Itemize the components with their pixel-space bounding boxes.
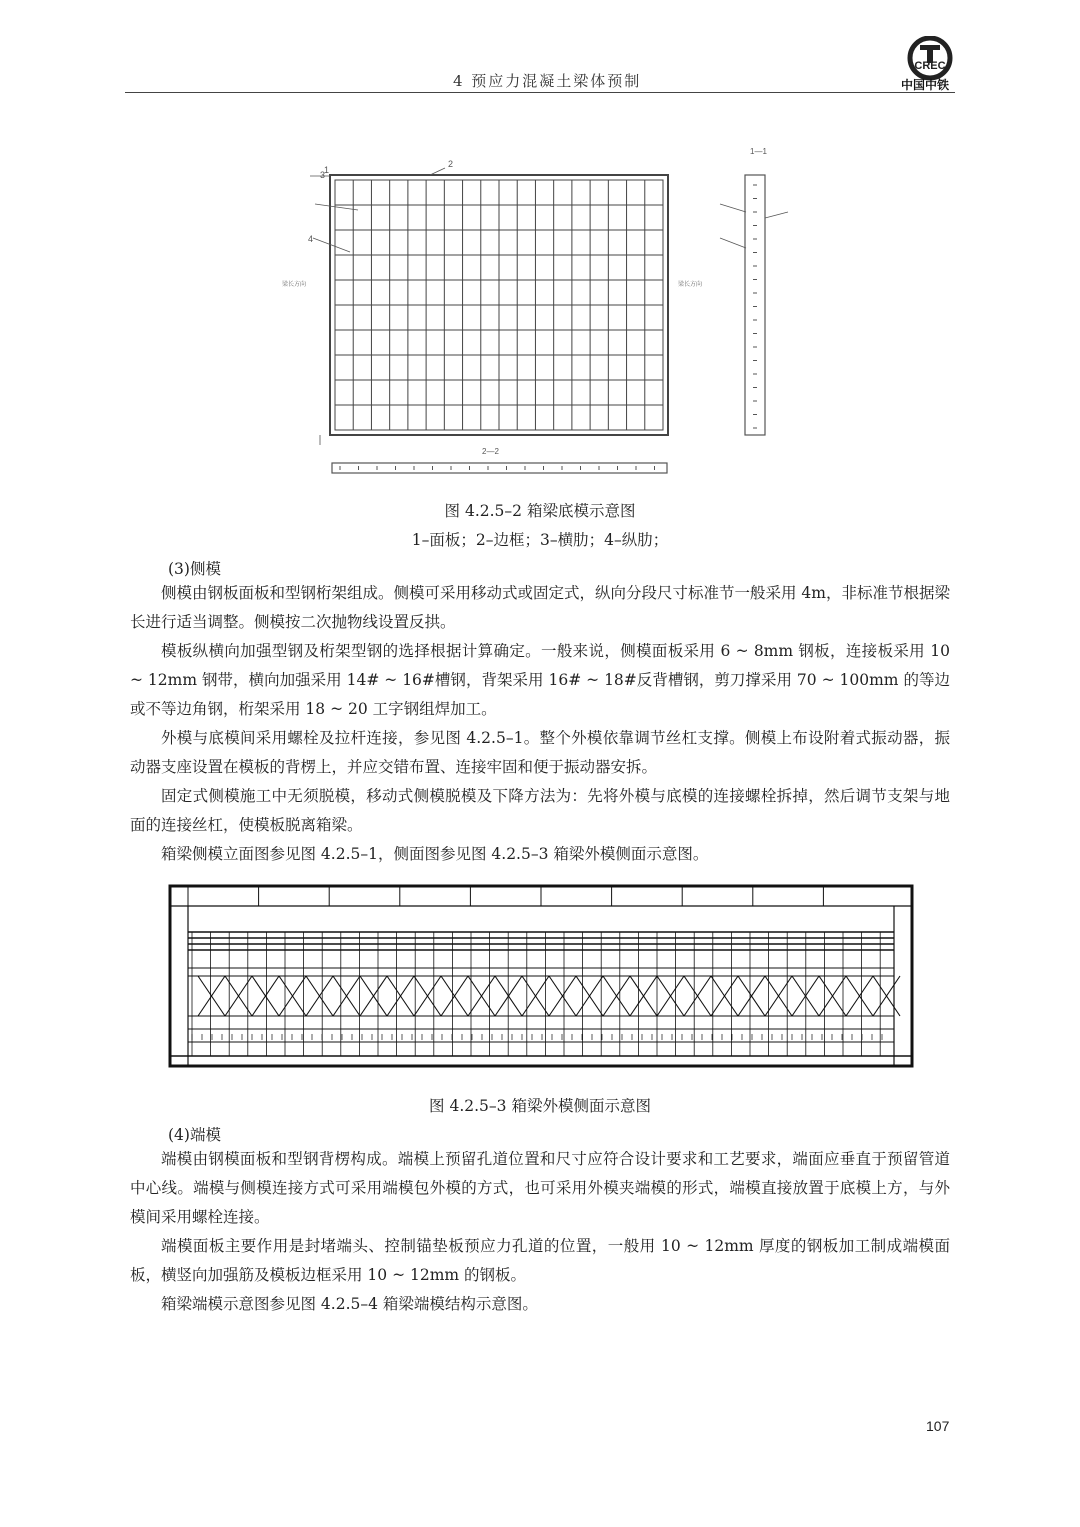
figure1-legend: 1–面板；2–边框；3–横肋；4–纵肋； [411, 531, 669, 549]
page-number: 107 [926, 1418, 950, 1434]
leader-line-s1 [720, 204, 746, 212]
side-label-left: 梁长方向 [282, 282, 307, 288]
paragraph-end-form-3: 箱梁端模示意图参见图 4.2.5–4 箱梁端模结构示意图。 [161, 1295, 538, 1313]
leader-line-s3 [765, 212, 788, 218]
outer-side-form-drawing [168, 884, 914, 1068]
section-heading-end-form: (4)端模 [168, 1126, 221, 1144]
callout-label-4: 4 [308, 234, 314, 244]
section-2-2-strip [332, 463, 667, 473]
callout-label-1: 1 [324, 165, 330, 175]
paragraph-side-form-5: 箱梁侧模立面图参见图 4.2.5–1，侧面图参见图 4.2.5–3 箱梁外模侧面示意图。 [161, 845, 709, 863]
chapter-header-title: 4 预应力混凝土梁体预制 [453, 72, 642, 90]
section-heading-side-form: (3)侧模 [168, 560, 221, 578]
bottom-form-drawing [280, 140, 800, 485]
leader-line-s4 [720, 238, 746, 248]
callout-label-3: 3 [320, 170, 326, 180]
paragraph-side-form-3: 外模与底模间采用螺栓及拉杆连接，参见图 4.2.5–1。整个外模依靠调节丝杠支撑。侧模上布设附着式振动器，振动器支座设置在模板的背楞上，并应交错布置、连接牢固和便于振动器安拆。 [130, 729, 950, 776]
paragraph-end-form-2: 端模面板主要作用是封堵端头、控制锚垫板预应力孔道的位置，一般用 10 ~ 12mm 厚度的钢板加工制成端模面板，横竖向加强筋及模板边框采用 10 ~ 12mm 的钢板。 [130, 1237, 950, 1284]
side-label-right: 梁长方向 [678, 282, 703, 288]
callout-label-2: 2 [448, 159, 454, 169]
header-rule [125, 92, 955, 93]
logo-company-name: 中国中铁 [901, 78, 950, 92]
leader-line-2 [430, 168, 445, 175]
paragraph-side-form-2: 模板纵横向加强型钢及桁架型钢的选择根据计算确定。一般来说，侧模面板采用 6 ~ 8mm 钢板，连接板采用 10 ~ 12mm 钢带，横向加强采用 14# ~ 16#槽钢，背架采用 16# ~ 18#反背槽钢，剪刀撑采用 70 ~ 100mm 的等边或不等边角钢，桁架采用 18 ~ 20 工字钢组焊加工。 [130, 642, 950, 718]
section-label-2-2: 2—2 [482, 447, 499, 456]
figure2-caption: 图 4.2.5–3 箱梁外模侧面示意图 [429, 1097, 651, 1115]
paragraph-end-form-1: 端模由钢模面板和型钢背楞构成。端模上预留孔道位置和尺寸应符合设计要求和工艺要求，端面应垂直于预留管道中心线。端模与侧模连接方式可采用端模包外模的方式，也可采用外模夹端模的形式，端模直接放置于底模上方，与外模间采用螺栓连接。 [130, 1150, 950, 1226]
leader-line-4 [313, 238, 350, 252]
section-label-1-1: 1—1 [750, 147, 767, 156]
paragraph-side-form-1: 侧模由钢板面板和型钢桁架组成。侧模可采用移动式或固定式，纵向分段尺寸标准节一般采用 4m，非标准节根据梁长进行适当调整。侧模按二次抛物线设置反拱。 [130, 584, 950, 631]
figure1-caption: 图 4.2.5–2 箱梁底模示意图 [444, 502, 636, 520]
paragraph-side-form-4: 固定式侧模施工中无须脱模，移动式侧模脱模及下降方法为：先将外模与底模的连接螺栓拆掉，然后调节支架与地面的连接丝杠，使模板脱离箱梁。 [130, 787, 950, 834]
logo-mark-text: CREC [914, 60, 946, 72]
section-1-1-strip [745, 175, 765, 435]
